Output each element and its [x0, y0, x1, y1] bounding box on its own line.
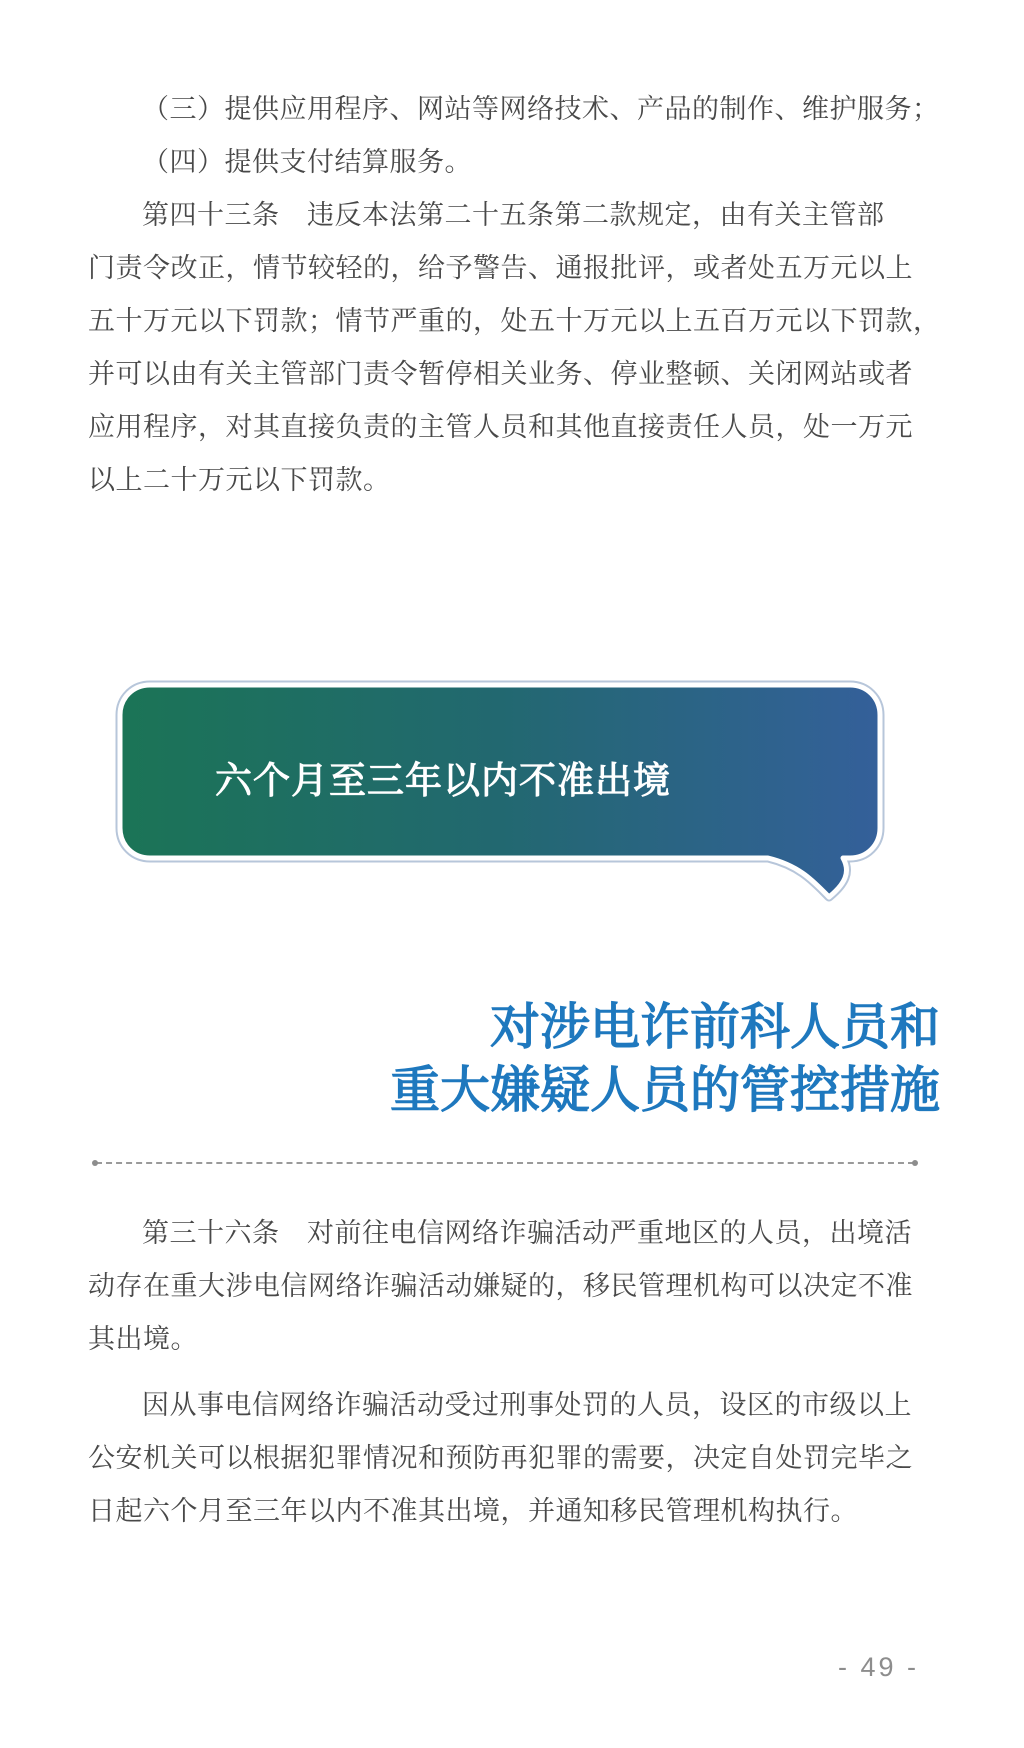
legal-text-line: 其出境。: [88, 1324, 198, 1354]
page-number: - 49 -: [838, 1652, 920, 1682]
legal-text-line: 门责令改正，情节较轻的，给予警告、通报批评，或者处五万元以上: [88, 253, 913, 283]
section-heading-line2: 重大嫌疑人员的管控措施: [390, 1062, 940, 1118]
bubble-label: 六个月至三年以内不准出境: [215, 760, 671, 801]
section-heading-line1: 对涉电诈前科人员和: [490, 999, 940, 1055]
legal-text-line: 日起六个月至三年以内不准其出境，并通知移民管理机构执行。: [88, 1496, 858, 1526]
legal-text-line: 以上二十万元以下罚款。: [88, 465, 391, 495]
legal-text-line: 五十万元以下罚款；情节严重的，处五十万元以上五百万元以下罚款，: [88, 306, 941, 336]
section-heading: [390, 996, 940, 1122]
legal-text-line: 动存在重大涉电信网络诈骗活动嫌疑的，移民管理机构可以决定不准: [88, 1271, 913, 1301]
legal-text-line: 第三十六条 对前往电信网络诈骗活动严重地区的人员，出境活: [142, 1218, 912, 1248]
legal-text-line: 并可以由有关主管部门责令暂停相关业务、停业整顿、关闭网站或者: [88, 359, 913, 389]
dashed-divider: [96, 1162, 914, 1164]
legal-text-line: 第四十三条 违反本法第二十五条第二款规定，由有关主管部: [142, 200, 885, 230]
legal-text-line: 因从事电信网络诈骗活动受过刑事处罚的人员，设区的市级以上: [142, 1390, 912, 1420]
legal-text-line: 应用程序，对其直接负责的主管人员和其他直接责任人员，处一万元: [88, 412, 913, 442]
legal-text-line: 公安机关可以根据犯罪情况和预防再犯罪的需要，决定自处罚完毕之: [88, 1443, 913, 1473]
legal-text-line: （四）提供支付结算服务。: [142, 147, 472, 177]
legal-text-line: （三）提供应用程序、网站等网络技术、产品的制作、维护服务；: [142, 94, 940, 124]
